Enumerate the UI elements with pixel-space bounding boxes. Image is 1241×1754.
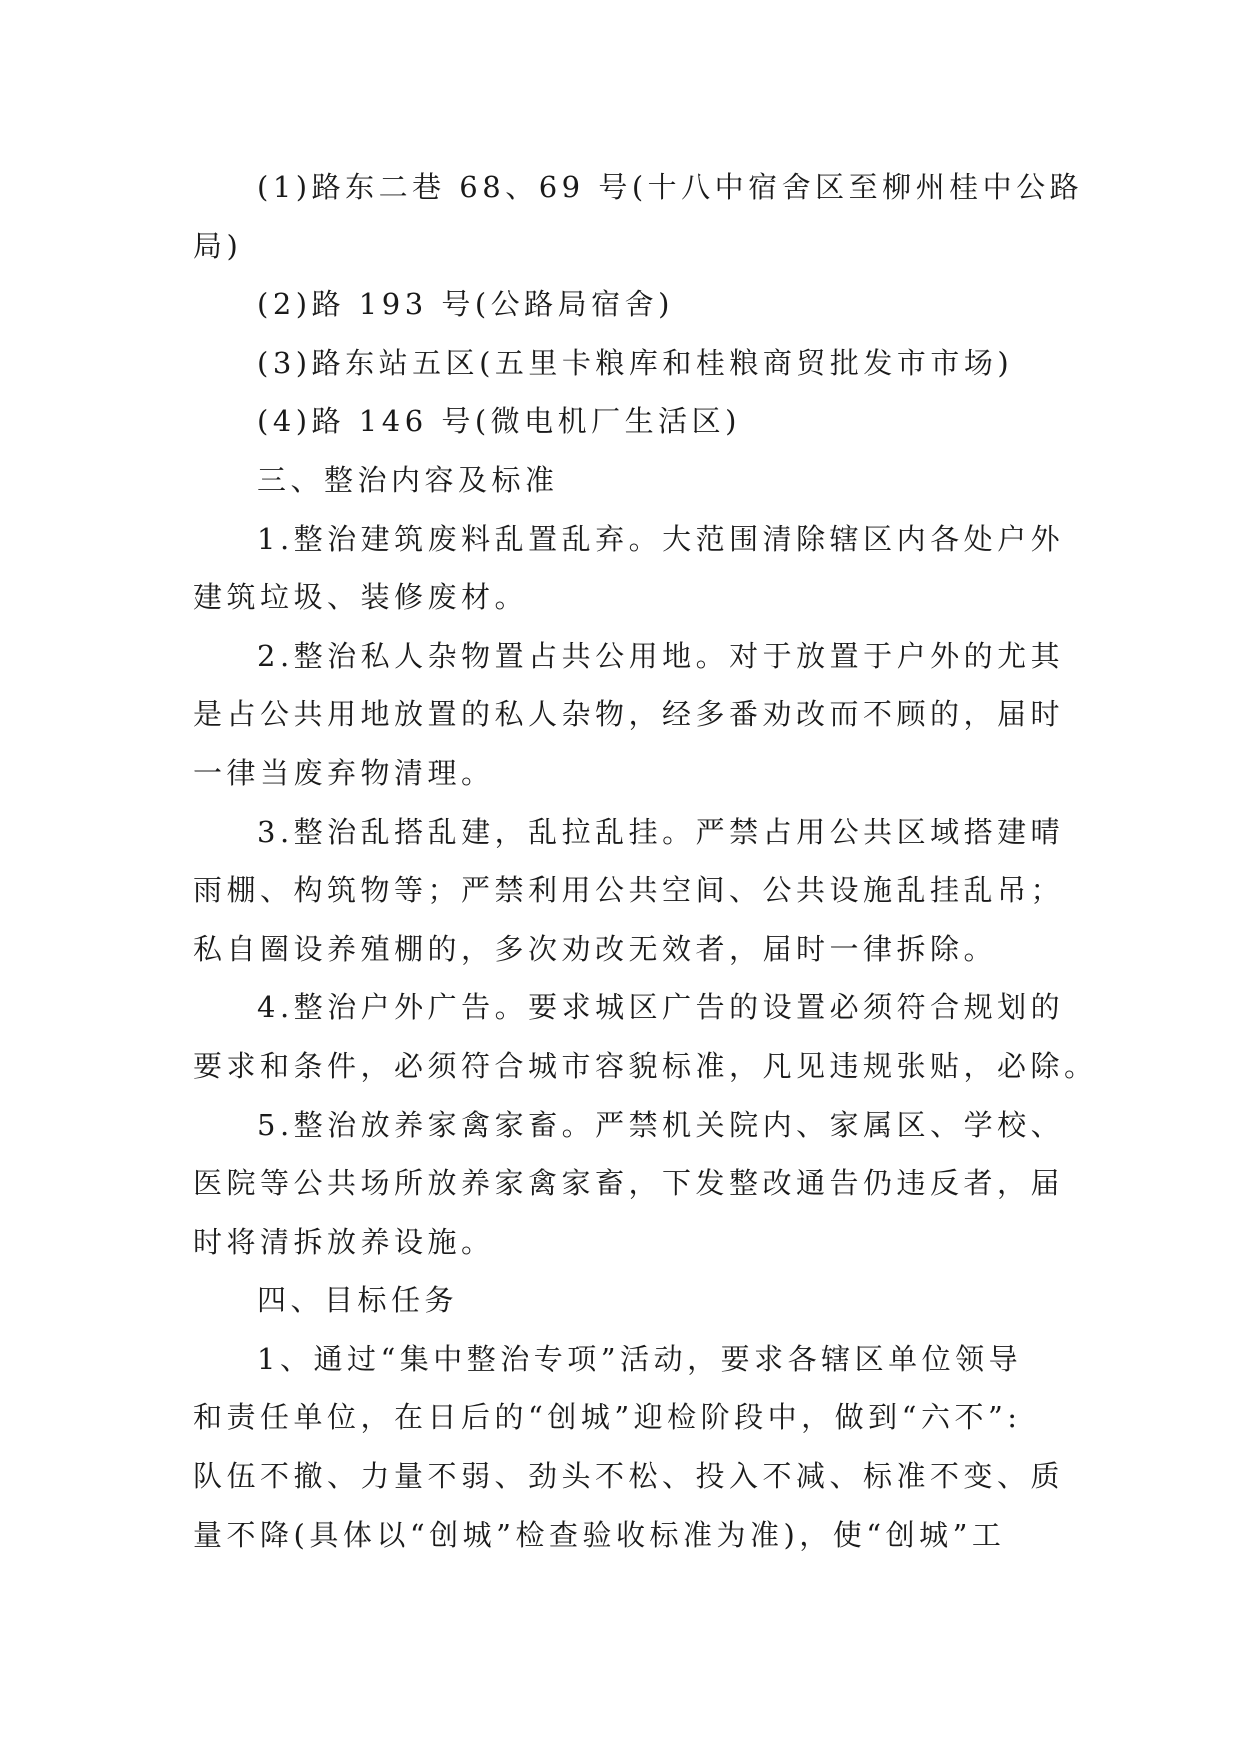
paragraph-line: 2.整治私人杂物置占共公用地。对于放置于户外的尤其 <box>257 638 1065 673</box>
paragraph-line: 量不降(具体以“创城”检查验收标准为准)，使“创城”工 <box>193 1517 1006 1552</box>
paragraph-line: 一律当废弃物清理。 <box>193 755 495 790</box>
paragraph-line: 1.整治建筑废料乱置乱弃。大范围清除辖区内各处户外 <box>257 521 1065 556</box>
paragraph-line: 建筑垃圾、装修废材。 <box>193 580 529 615</box>
paragraph-line: 私自圈设养殖棚的，多次劝改无效者，届时一律拆除。 <box>193 931 998 966</box>
paragraph-line: 是占公共用地放置的私人杂物，经多番劝改而不顾的，届时 <box>193 697 1065 732</box>
paragraph-line: 和责任单位，在日后的“创城”迎检阶段中，做到“六不”: <box>193 1400 1022 1435</box>
paragraph-line: 4.整治户外广告。要求城区广告的设置必须符合规划的 <box>257 990 1065 1025</box>
section-heading-3: 三、整治内容及标准 <box>257 462 559 497</box>
document-body <box>193 158 1098 1564</box>
address-item-1: (1)路东二巷 68、69 号(十八中宿舍区至柳州桂中公路 <box>257 170 1084 204</box>
address-item-2: (2)路 193 号(公路局宿舍) <box>257 287 674 322</box>
paragraph-line: 队伍不撤、力量不弱、劲头不松、投入不减、标准不变、质 <box>193 1459 1065 1494</box>
address-item-1-continued: 局) <box>193 228 243 263</box>
paragraph-line: 时将清拆放养设施。 <box>193 1224 495 1259</box>
section-heading-4: 四、目标任务 <box>257 1283 459 1318</box>
address-item-4: (4)路 146 号(微电机厂生活区) <box>257 404 741 439</box>
paragraph-line: 医院等公共场所放养家禽家畜，下发整改通告仍违反者，届 <box>193 1166 1065 1201</box>
paragraph-line: 要求和条件，必须符合城市容貌标准，凡见违规张贴，必除。 <box>193 1048 1098 1083</box>
paragraph-line: 3.整治乱搭乱建，乱拉乱挂。严禁占用公共区域搭建晴 <box>257 814 1065 849</box>
paragraph-line: 1、通过“集中整治专项”活动，要求各辖区单位领导 <box>257 1341 1023 1376</box>
paragraph-line: 雨棚、构筑物等；严禁利用公共空间、公共设施乱挂乱吊； <box>193 873 1065 908</box>
address-item-3: (3)路东站五区(五里卡粮库和桂粮商贸批发市市场) <box>257 345 1014 380</box>
paragraph-line: 5.整治放养家禽家畜。严禁机关院内、家属区、学校、 <box>257 1107 1065 1142</box>
